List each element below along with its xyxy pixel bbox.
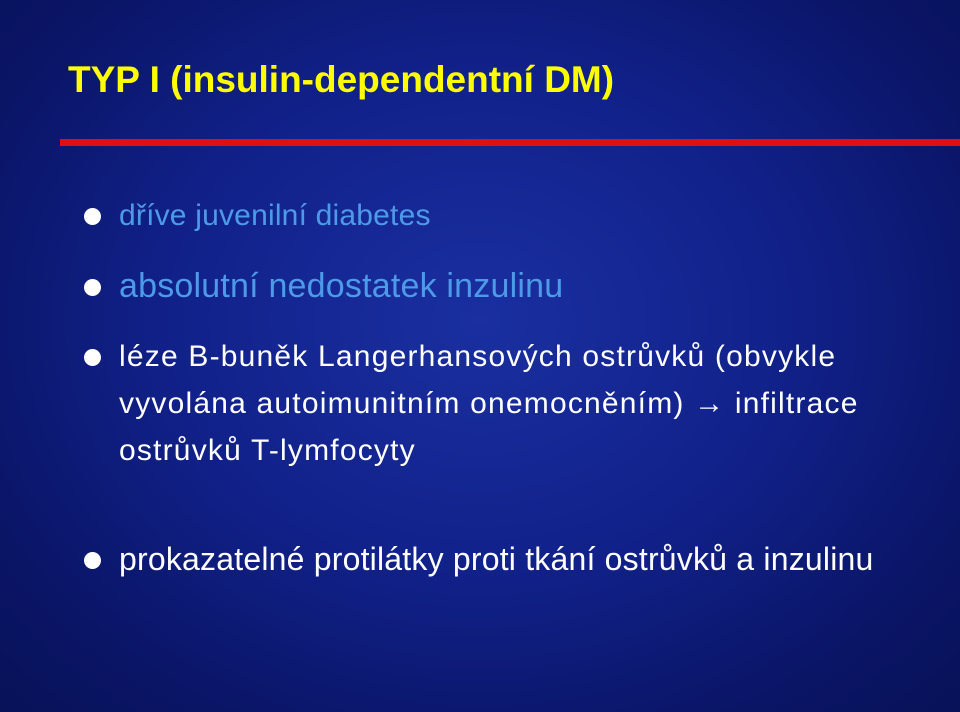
bullet-text: prokazatelné protilátky proti tkání ostrůvků a inzulinu xyxy=(119,541,874,577)
bullet-text: absolutní nedostatek inzulinu xyxy=(119,267,564,305)
bullet-text: léze B-buněk Langerhansových ostrůvků (obvykle vyvolána autoimunitním onemocněním) → infiltrace ostrůvků T-lymfocyty xyxy=(119,340,859,467)
bullet-dot-icon xyxy=(84,279,101,296)
bullet-dot-icon xyxy=(84,349,101,366)
bullet-text: dříve juvenilní diabetes xyxy=(119,199,431,232)
bullet-dot-icon xyxy=(84,552,101,569)
slide-title: TYP I (insulin-dependentní DM) xyxy=(68,59,615,100)
bullet-dot-icon xyxy=(84,208,101,225)
title-divider xyxy=(60,139,960,146)
